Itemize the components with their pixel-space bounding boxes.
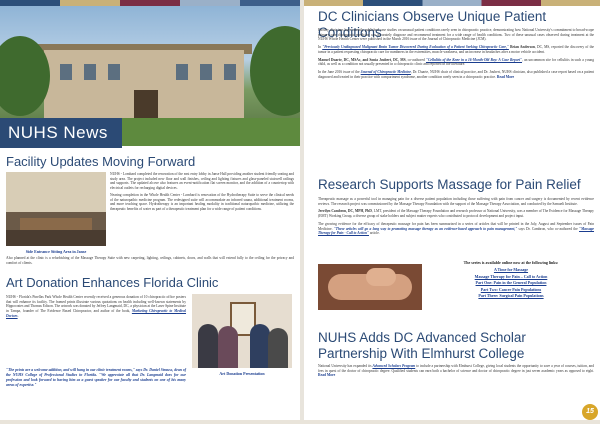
elmhurst-title: NUHS Adds DC Advanced Scholar Partnership With Elmhurst College bbox=[318, 330, 526, 361]
call-to-action-link[interactable]: "Massage Therapy for Pain - Call to Action" bbox=[318, 226, 595, 236]
dc-paragraph-4: In the June 2016 issue of the Journal of Chiropractic Medicine, Dr. Duarte, NUHS chair of clinical practice, and Dr. Joubert, NUHS clinician, also published a case report based on a patient diagnosed and treated in their practice with compartment syndrome, another condition rarely seen in a chiropractic practice. Read More bbox=[318, 69, 594, 79]
journal-link[interactable]: Journal of Chiropractic Medicine bbox=[360, 69, 411, 74]
massage-paragraph-3: The growing evidence for the efficacy of therapeutic massage for pain has been summarized in a series of articles that will be printed in the July, August and September issues of Pain Medicine. "These articles will go a long way to promoting massage therapy as an evidence-based approach to pain management," says Dr. Cambron, who co-authored the "Massage Therapy for Pain - Call to Action" article. bbox=[318, 221, 595, 236]
art-quote: "The prints are a welcome addition, and will hang in our clinic treatment rooms," says Dr. Daniel Strauss, dean of the NUHS College of Professional Studies in Florida. "We appreciate all that Dr. Langmaid does for our profession and look forward to having him as a guest speaker for our faculty and students on one of his many areas of expertise." bbox=[6, 368, 186, 387]
facility-paragraph-2: Nearing completion in the Whole Health Center - Lombard is renovation of the Hydrotherapy Suite to serve the clinical needs of the naturopathic medicine program. The redesigned suite will accommodate an infrared sauna, additional treatment rooms, and more teaching space. Hydrotherapy is an important healing modality in traditional naturopathic medicine, utilizing the therapeutic benefits of water as part of a therapeutic treatment plan for a wide range of patient conditions. bbox=[110, 192, 294, 211]
dc-paragraph-1: Faculty clinicians have recently published case studies on unusual patient conditions rarely seen in chiropractic practice, demonstrating how National University's commitment to broad-scope primary care chiropractic medicine can accurately diagnose and recommend treatment for a wide range of health conditions. Two of these unusual cases observed during treatment at the NUHS Whole Health Center were published in the March 2016 issue of the Journal of Chiropractic Medicine (JCM). bbox=[318, 28, 594, 42]
series-link[interactable]: Part Two: Cancer Pain Populations bbox=[480, 286, 542, 292]
series-link[interactable]: Part One: Pain in the General Population bbox=[475, 280, 547, 286]
dc-paragraph-2: In "Previously Undiagnosed Malignant Brain Tumor Discovered During Evaluation of a Patient Seeking Chiropractic Care," Brian Anderson, DC, MS, reported the discovery of the tumor in a patient requesting chiropractic care for numbness in the extremities, muscle weakness, and an increase in headaches after a motor vehicle accident. bbox=[318, 45, 594, 54]
series-heading: The series is available online now at the following links: bbox=[463, 260, 559, 265]
series-links bbox=[428, 260, 594, 300]
art-title: Art Donation Enhances Florida Clinic bbox=[6, 275, 219, 290]
massage-paragraph-1: Therapeutic massage as a powerful tool in managing pain for a diverse patient population including those suffering with pain from cancer and surgery is documented by recent evidence reviews. The research project was commissioned by the Massage Therapy Foundation with the support of the Massage Therapy Association, and conducted by the Samueli Institute. bbox=[318, 197, 594, 206]
massage-text bbox=[318, 197, 594, 236]
series-link[interactable]: Massage Therapy for Pain – Call to Action bbox=[474, 273, 548, 279]
bottom-bar bbox=[0, 420, 600, 424]
art-body: NUHS - Florida's Pinellas Park Whole Health Center recently received a generous donation of 10 chiropractic office posters that will enhance its facility. The framed prints illustrate various quotations on health including well-known statements by Hippocrates and Thomas Edison. The artwork was donated by Jeffrey Langmaid, DC, a physician at the Laser Spine Institute in Tampa, founder of The Evidence Based Chiropractor, and author of the book, Marketing Chiropractic to Medical Doctors. bbox=[6, 295, 187, 318]
nuhs-news-banner: NUHS News bbox=[0, 118, 122, 148]
facility-text bbox=[110, 172, 294, 212]
book-title-link[interactable]: Marketing Chiropractic to Medical Doctors bbox=[6, 309, 187, 318]
dc-paragraph-3: Manuel Duarte, DC, MSAc, and Sonia Joubert, DC, MS, co-authored "Cellulitis of the Knee in a 16-Month-Old Boy: A Case Report", an uncommon site for cellulitis in such a young child, as well as a condition not usually presented in a chiropractic clinic and reported in the literature. bbox=[318, 57, 595, 67]
advanced-scholars-link[interactable]: Advanced Scholars Program bbox=[372, 364, 416, 368]
elmhurst-paragraph: National University has expanded its Advanced Scholars Program to include a partnership with Elmhurst College, giving local students the opportunity to save a year of courses, tuition, and fees in quest of the doctor of chiropractic degree. Qualified students can earn both a bachelor of science and doctor of chiropractic degree in just seven academic years as opposed to eight. Read More bbox=[318, 364, 594, 378]
massage-photo bbox=[318, 264, 422, 310]
art-photo-caption: Art Donation Presentation bbox=[219, 371, 265, 376]
brain-tumor-article-link[interactable]: "Previously Undiagnosed Malignant Brain Tumor Discovered During Evaluation of a Patient Seeking Chiropractic Care," bbox=[322, 45, 509, 50]
series-link[interactable]: A Time for Massage bbox=[493, 267, 529, 272]
facility-title: Facility Updates Moving Forward bbox=[6, 154, 196, 169]
facility-paragraph-3: Also planned at the clinic is a refurbishing of the Massage Therapy Suite with new carpeting, lighting, ceilings, cabinets, doors, and walls that will extend fully to the ceiling for the privacy and comfort of clients. bbox=[6, 256, 294, 265]
dc-read-more-link[interactable]: Read More bbox=[496, 74, 515, 79]
dc-text bbox=[318, 28, 594, 79]
cellulitis-article-link[interactable]: "Cellulitis of the Knee in a 16-Month-Old Boy: A Case Report" bbox=[425, 57, 523, 62]
series-link[interactable]: Part Three: Surgical Pain Populations bbox=[478, 293, 544, 299]
elmhurst-read-more-link[interactable]: Read More bbox=[318, 373, 336, 378]
facility-photo-caption: Side Entrance Sitting Area in Janse bbox=[25, 249, 87, 254]
right-column bbox=[304, 0, 600, 424]
page-number: 15 bbox=[582, 404, 598, 420]
massage-title: Research Supports Massage for Pain Relief bbox=[318, 177, 581, 192]
dc-title: DC Clinicians Observe Unique Patient Conditions bbox=[318, 9, 547, 40]
facility-paragraph-1: NUHS - Lombard completed the renovation of the east entry lobby in Janse Hall providing another student friendly seating and study area. The project included new floor and wall finishes, ceiling and lighting fixtures and glass-paneled stairwell railings and supports. The updated alcove also features an event-notification flat screen monitor, and the addition of a countertop with electrical outlets for recharging digital devices. bbox=[110, 172, 294, 191]
art-donation-photo bbox=[192, 294, 292, 368]
massage-paragraph-2: Jerrilyn Cambron, DC, MPH, PhD, LMT, president of the Massage Therapy Foundation and research professor at National University, was a member of The Evidence for Massage Therapy (EMT) Working Group, a diverse group of stake holders and subject matter experts who contributed to protocol development and project input. bbox=[318, 209, 594, 219]
facility-photo bbox=[6, 172, 106, 246]
